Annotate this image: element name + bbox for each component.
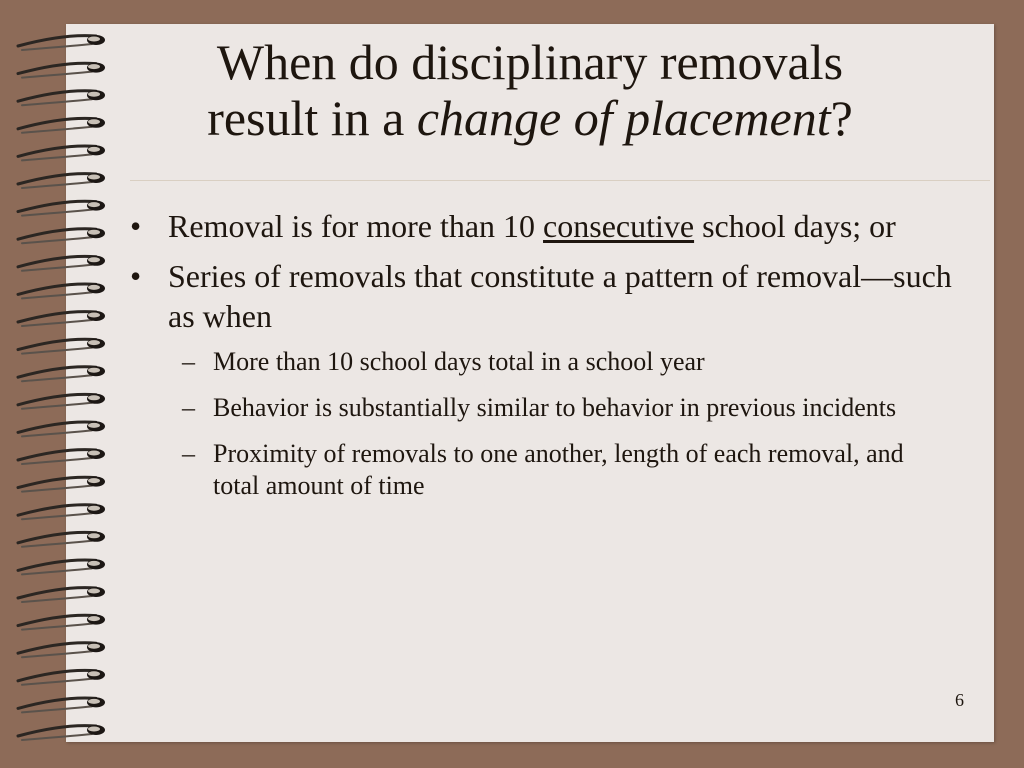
title-line-1: When do disciplinary removals xyxy=(216,34,844,90)
sub-bullet-item xyxy=(126,438,956,502)
spiral-coil xyxy=(18,504,105,519)
spiral-coil xyxy=(18,642,105,657)
spiral-coil xyxy=(18,366,105,381)
title-line-2-emphasis: change of placement xyxy=(416,90,831,146)
title-line-2-prefix: result in a xyxy=(207,90,417,146)
bullet-text-suffix: school days; or xyxy=(694,208,896,244)
spiral-coil xyxy=(18,145,105,160)
page-number: 6 xyxy=(955,690,964,710)
spiral-coil xyxy=(18,587,105,602)
spiral-coil xyxy=(18,697,105,712)
spiral-coil xyxy=(18,394,105,409)
bullet-text-prefix: Removal is for more than 10 xyxy=(168,208,544,244)
bullet-mark: • xyxy=(130,258,142,294)
title-line-2-suffix: ? xyxy=(830,90,853,146)
sub-bullet-mark: – xyxy=(182,347,195,376)
sub-bullet-text: Proximity of removals to one another, length of each removal, and total amount of time xyxy=(213,439,904,500)
spiral-coil xyxy=(18,725,105,740)
spiral-coil xyxy=(18,339,105,354)
spiral-coil xyxy=(18,256,105,271)
bullet-mark: • xyxy=(130,208,142,244)
spiral-coil xyxy=(18,201,105,216)
spiral-coil xyxy=(18,449,105,464)
spiral-coil xyxy=(18,532,105,547)
spiral-coil xyxy=(18,311,105,326)
spiral-coil xyxy=(18,559,105,574)
bullet-item xyxy=(126,206,956,246)
title-divider xyxy=(130,180,990,181)
sub-bullet-mark: – xyxy=(182,439,195,468)
slide-title xyxy=(66,34,994,146)
spiral-coil xyxy=(18,228,105,243)
sub-bullet-item xyxy=(126,346,956,378)
spiral-coil xyxy=(18,173,105,188)
bullet-item xyxy=(126,256,956,336)
spiral-coil xyxy=(18,477,105,492)
bullet-underlined-word: consecutive xyxy=(543,208,695,244)
spiral-coil xyxy=(18,421,105,436)
slide-body xyxy=(126,206,956,516)
spiral-coil xyxy=(18,615,105,630)
spiral-coil xyxy=(18,670,105,685)
bullet-text: Series of removals that constitute a pattern of removal—such as when xyxy=(168,258,952,334)
sub-bullet-item xyxy=(126,392,956,424)
sub-bullet-text: More than 10 school days total in a school year xyxy=(213,347,705,376)
spiral-coil xyxy=(18,283,105,298)
sub-bullet-text: Behavior is substantially similar to behavior in previous incidents xyxy=(213,393,897,422)
sub-bullet-mark: – xyxy=(182,393,195,422)
